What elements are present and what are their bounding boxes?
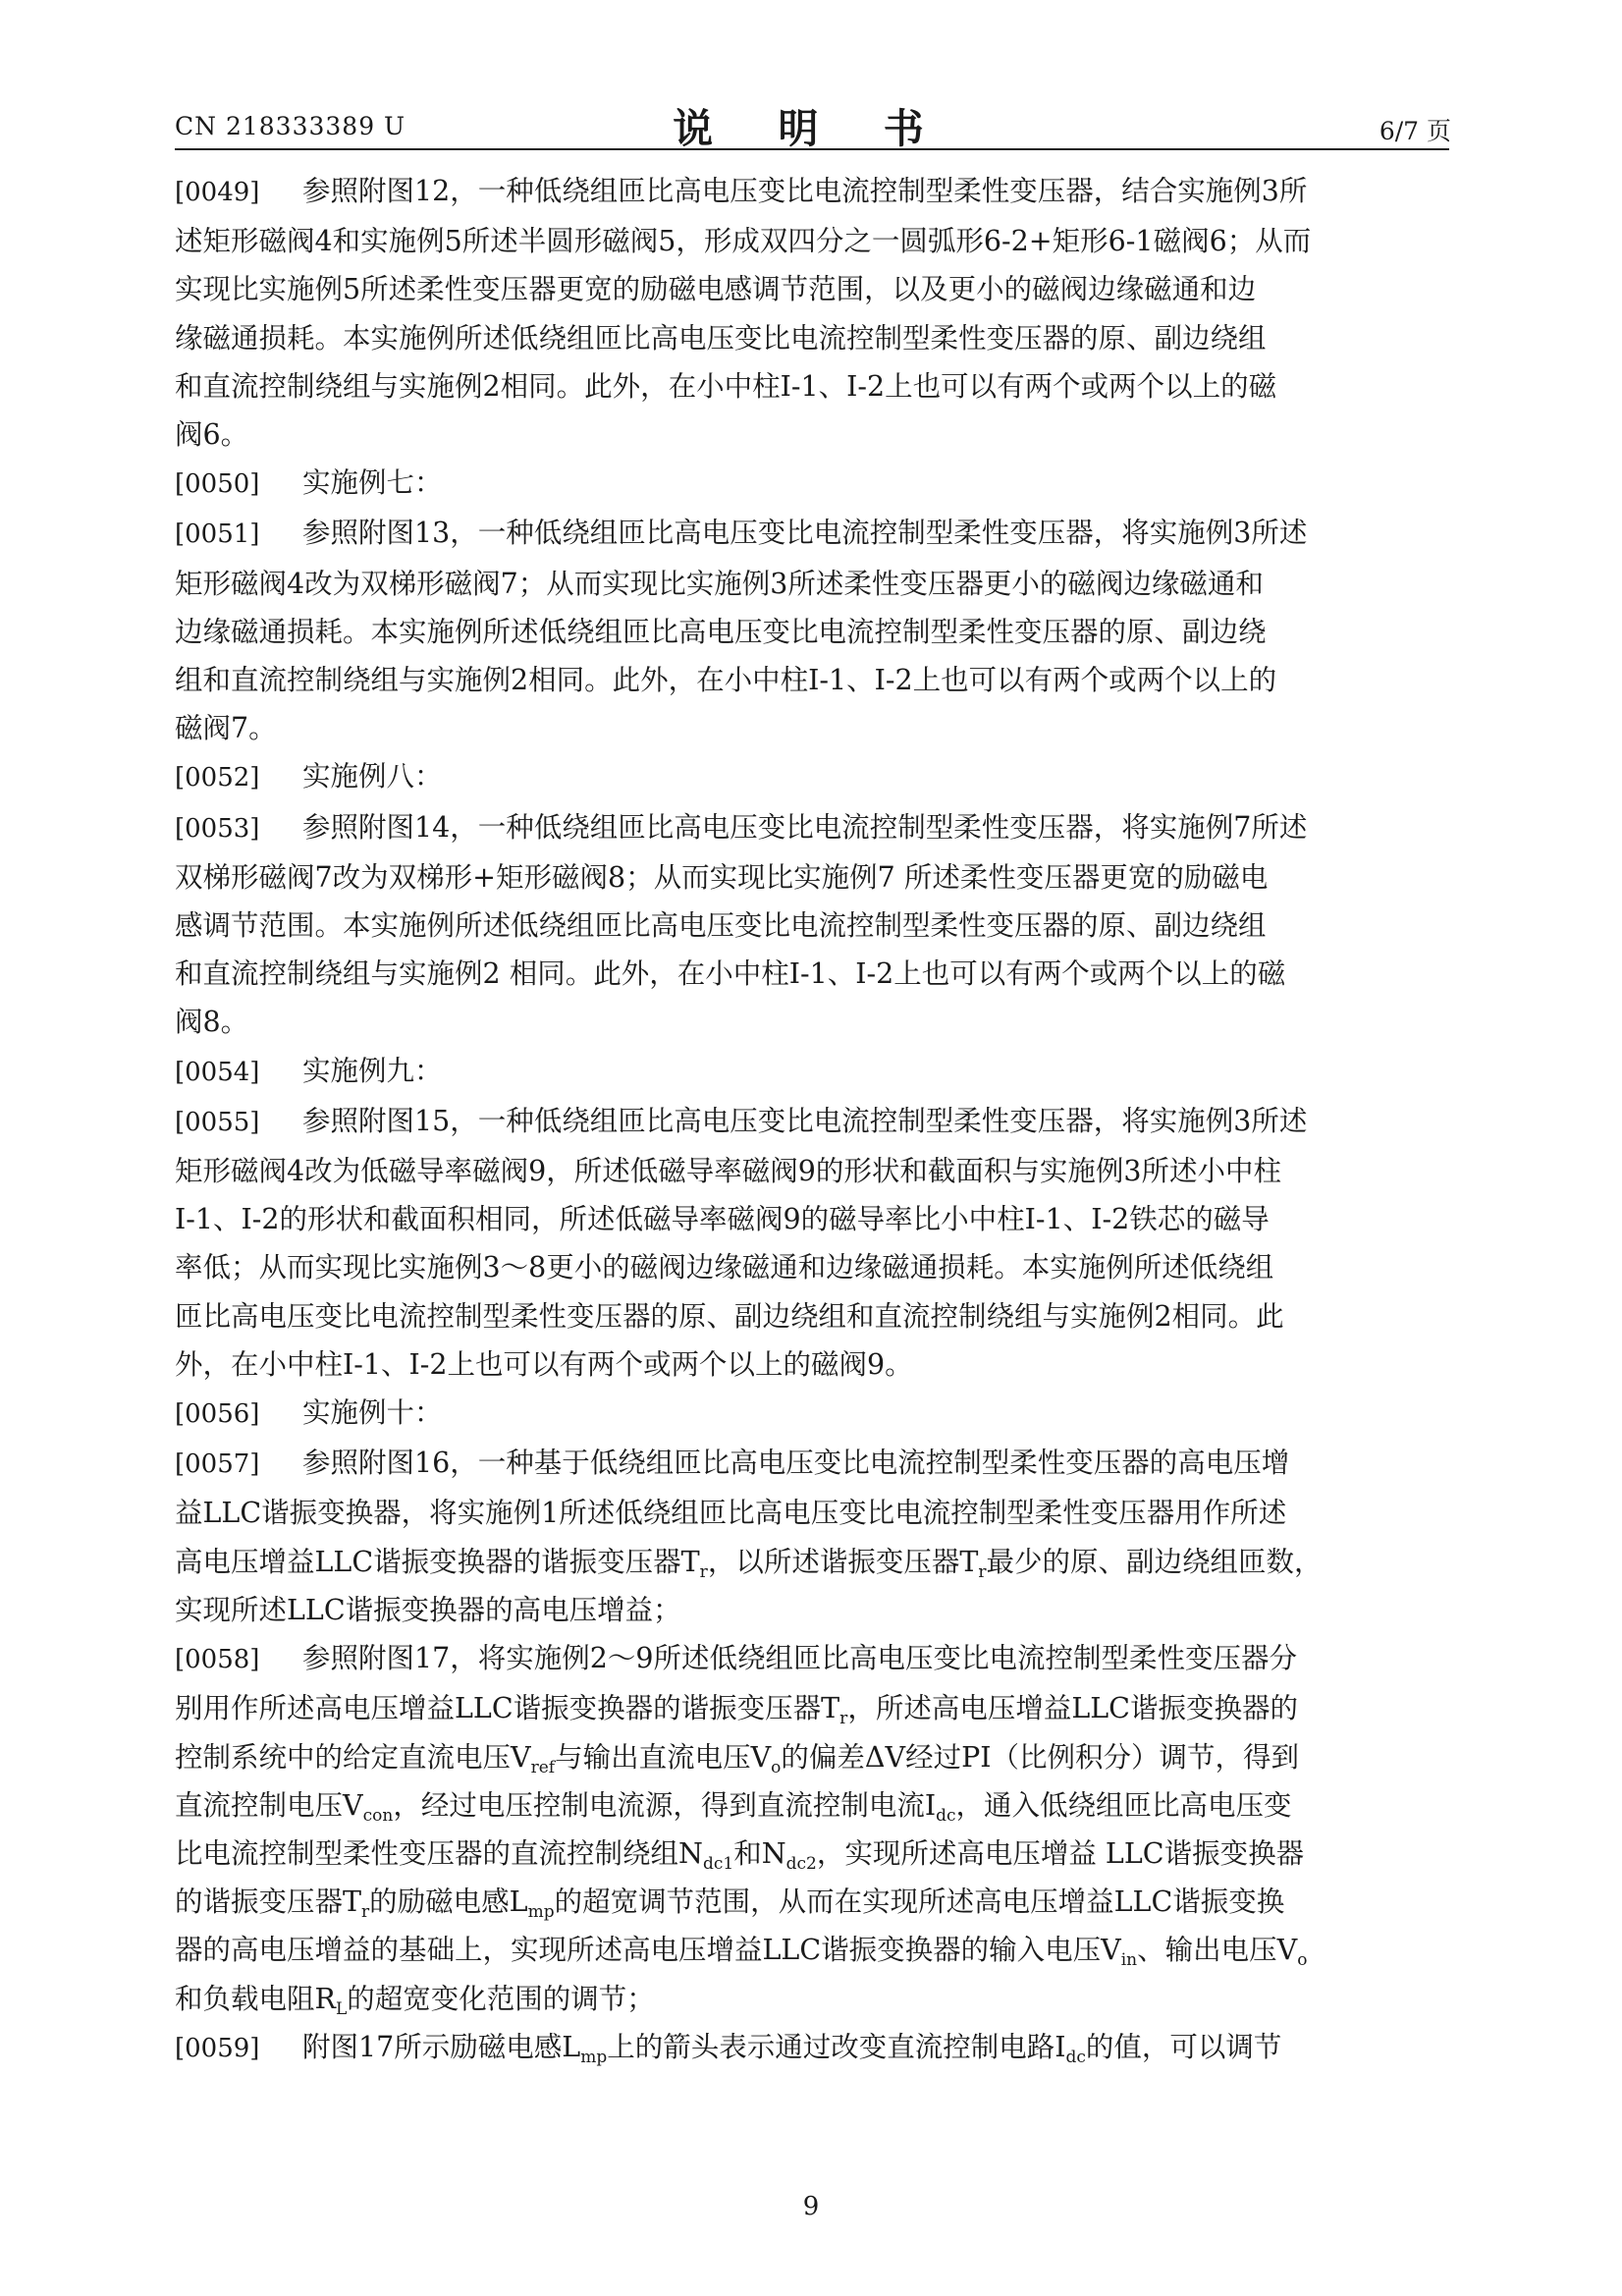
paragraph-number: [0054] [175, 1057, 260, 1087]
paragraph-line: 实现比实施例5所述柔性变压器更宽的励磁电感调节范围，以及更小的磁阀边缘磁通和边 [175, 273, 1257, 306]
paragraph-line: 阀8。 [175, 1006, 249, 1039]
paragraph [175, 1634, 1461, 2023]
paragraph-line: [0053] 参照附图14，一种低绕组匝比高电压变比电流控制型柔性变压器，将实施例7所述 [175, 803, 1461, 853]
paragraph-line: 组和直流控制绕组与实施例2相同。此外，在小中柱I-1、I-2上也可以有两个或两个以上的 [175, 664, 1277, 697]
paragraph-line: [0051] 参照附图13，一种低绕组匝比高电压变比电流控制型柔性变压器，将实施例3所述 [175, 509, 1461, 559]
paragraph-line: 感调节范围。本实施例所述低绕组匝比高电压变比电流控制型柔性变压器的原、副边绕组 [175, 909, 1267, 943]
paragraph-line: [0058] 参照附图17，将实施例2～9所述低绕组匝比高电压变比电流控制型柔性变压器分 [175, 1634, 1461, 1684]
paragraph-number: [0051] [175, 519, 260, 550]
paragraph-line: 和直流控制绕组与实施例2相同。此外，在小中柱I-1、I-2上也可以有两个或两个以上的磁 [175, 369, 1277, 403]
paragraph-number: [0056] [175, 1399, 260, 1430]
paragraph-line: 匝比高电压变比电流控制型柔性变压器的原、副边绕组和直流控制绕组与实施例2相同。此 [175, 1299, 1284, 1333]
page-title: 说 明 书 [673, 105, 949, 152]
paragraph-line: 双梯形磁阀7改为双梯形+矩形磁阀8；从而实现比实施例7 所述柔性变压器更宽的励磁电 [175, 860, 1269, 894]
paragraph-line: [0057] 参照附图16，一种基于低绕组匝比高电压变比电流控制型柔性变压器的高电压增 [175, 1439, 1461, 1489]
paragraph-line: [0052] 实施例八： [175, 752, 1461, 802]
paragraph-number: [0057] [175, 1449, 260, 1480]
paragraph [175, 2023, 1461, 2073]
paragraph-number: [0053] [175, 813, 260, 844]
paragraph-line: 矩形磁阀4改为双梯形磁阀7；从而实现比实施例3所述柔性变压器更小的磁阀边缘磁通和 [175, 567, 1264, 600]
paragraph-line: 磁阀7。 [175, 712, 277, 745]
paragraph-number: [0055] [175, 1107, 260, 1137]
paragraph-line: 边缘磁通损耗。本实施例所述低绕组匝比高电压变比电流控制型柔性变压器的原、副边绕 [175, 615, 1267, 648]
description-body [175, 167, 1461, 2073]
paragraph [175, 167, 1461, 459]
paragraph-line: [0049] 参照附图12，一种低绕组匝比高电压变比电流控制型柔性变压器，结合实施例3所 [175, 167, 1461, 217]
paragraph-line: 矩形磁阀4改为低磁导率磁阀9，所述低磁导率磁阀9的形状和截面积与实施例3所述小中柱 [175, 1155, 1282, 1188]
paragraph-line: 别用作所述高电压增益LLC谐振变换器的谐振变压器$T_r$，所述高电压增益LLC谐振变换器的 [175, 1692, 1298, 1729]
paragraph [175, 1389, 1461, 1439]
paragraph-number: [0058] [175, 1645, 260, 1675]
page-indicator: 6/7 页 [1379, 117, 1451, 145]
paragraph-line: [0054] 实施例九： [175, 1047, 1461, 1097]
page-number: 9 [802, 2192, 820, 2221]
paragraph-line: 缘磁通损耗。本实施例所述低绕组匝比高电压变比电流控制型柔性变压器的原、副边绕组 [175, 321, 1267, 355]
paragraph-number: [0049] [175, 178, 260, 207]
paragraph-line: 和直流控制绕组与实施例2 相同。此外，在小中柱I-1、I-2上也可以有两个或两个以上的磁 [175, 957, 1286, 991]
paragraph-line: 高电压增益LLC谐振变换器的谐振变压器$T_r$，以所述谐振变压器$T_r$最少的原、副边绕组匝数， [175, 1545, 1323, 1582]
paragraph-line: 控制系统中的给定直流电压$V_{ref}$与输出直流电压$V_o$的偏差ΔV经过PI（比例积分）调节，得到 [175, 1740, 1300, 1777]
paragraph-line: [0059] 附图17所示励磁电感$L_{mp}$上的箭头表示通过改变直流控制电路$I_{dc}$的值，可以调节 [175, 2023, 1461, 2073]
paragraph-number: [0050] [175, 469, 260, 500]
paragraph-line: 益LLC谐振变换器，将实施例1所述低绕组匝比高电压变比电流控制型柔性变压器用作所述 [175, 1497, 1287, 1530]
paragraph-line: 和负载电阻$R_L$的超宽变化范围的调节； [175, 1982, 655, 2019]
paragraph [175, 752, 1461, 802]
paragraph-line: 器的高电压增益的基础上，实现所述高电压增益LLC谐振变换器的输入电压$V_{in}$、输出电压$V_o$ [175, 1934, 1308, 1971]
paragraph-line: 比电流控制型柔性变压器的直流控制绕组$N_{dc1}$和$N_{dc2}$，实现所述高电压增益 LLC谐振变换器 [175, 1836, 1305, 1874]
paragraph-line: [0055] 参照附图15，一种低绕组匝比高电压变比电流控制型柔性变压器，将实施例3所述 [175, 1097, 1461, 1147]
paragraph [175, 1047, 1461, 1097]
paragraph-number: [0059] [175, 2033, 260, 2063]
paragraph [175, 1439, 1461, 1634]
paragraph [175, 459, 1461, 509]
paragraph-line: I-1、I-2的形状和截面积相同，所述低磁导率磁阀9的磁导率比小中柱I-1、I-2铁芯的磁导 [175, 1203, 1270, 1236]
paragraph-line: [0056] 实施例十： [175, 1389, 1461, 1439]
paragraph-line: [0050] 实施例七： [175, 459, 1461, 509]
paragraph-line: 阀6。 [175, 418, 249, 452]
paragraph-line: 外，在小中柱I-1、I-2上也可以有两个或两个以上的磁阀9。 [175, 1347, 913, 1381]
paragraph [175, 1097, 1461, 1389]
paragraph-line: 的谐振变压器$T_r$的励磁电感$L_{mp}$的超宽调节范围，从而在实现所述高电压增益LLC谐振变换 [175, 1886, 1285, 1923]
paragraph [175, 509, 1461, 752]
paragraph-line: 率低；从而实现比实施例3～8更小的磁阀边缘磁通和边缘磁通损耗。本实施例所述低绕组 [175, 1251, 1274, 1285]
paragraph-line: 实现所述LLC谐振变换器的高电压增益； [175, 1593, 681, 1626]
paragraph-line: 述矩形磁阀4和实施例5所述半圆形磁阀5，形成双四分之一圆弧形6-2+矩形6-1磁阀6；从而 [175, 225, 1312, 258]
paragraph [175, 803, 1461, 1047]
document-number: CN 218333389 U [175, 112, 406, 140]
paragraph-line: 直流控制电压$V_{con}$，经过电压控制电流源，得到直流控制电流$I_{dc}$，通入低绕组匝比高电压变 [175, 1788, 1292, 1826]
paragraph-number: [0052] [175, 763, 260, 793]
header-rule [175, 148, 1449, 150]
